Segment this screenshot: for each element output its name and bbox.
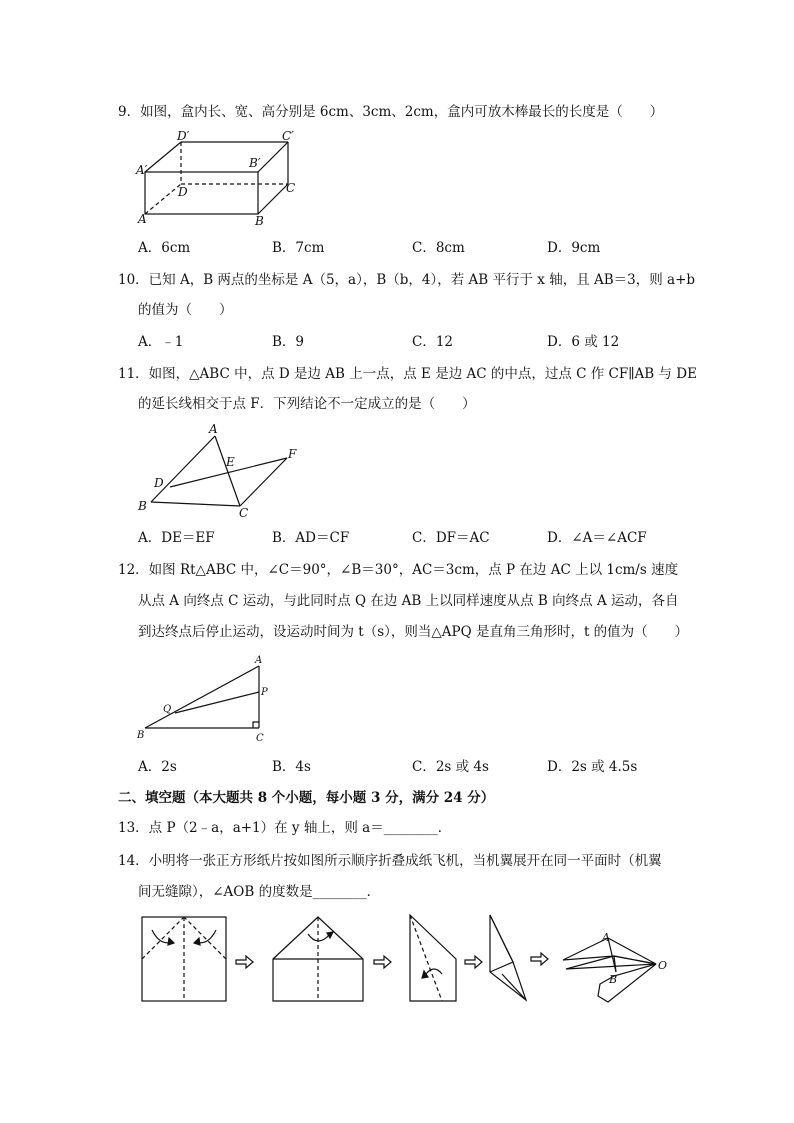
- q12-right-triangle-figure: [135, 652, 285, 747]
- q12-option-b: B．4s: [272, 759, 311, 775]
- q9-box-figure: [135, 128, 305, 228]
- label-Q: Q: [163, 704, 172, 715]
- label-A: A: [209, 422, 218, 436]
- q11-line2: 的延长线相交于点 F．下列结论不一定成立的是（ ）: [138, 396, 476, 412]
- q12-line1: 12．如图 Rt△ABC 中，∠C＝90°，∠B＝30°，AC＝3cm，点 P 在边 AC 上以 1cm/s 速度: [118, 562, 679, 578]
- q9-option-b: B．7cm: [272, 240, 325, 256]
- label-O: O: [658, 959, 668, 972]
- fold-step-5: [563, 938, 656, 1002]
- arrow-2-icon: [374, 956, 391, 968]
- q10-option-b: B．9: [272, 334, 305, 350]
- label-E: E: [226, 455, 235, 469]
- q12-line3: 到达终点后停止运动，设运动时间为 t（s），则当△APQ 是直角三角形时，t 的值为（ ）: [138, 624, 689, 640]
- fold-step-1: [142, 917, 226, 1001]
- label-C: C: [286, 181, 296, 195]
- q12-line2: 从点 A 向终点 C 运动，与此同时点 Q 在边 AB 上以同样速度从点 B 向终点 A 运动，各自: [138, 593, 679, 609]
- q11-option-d: D．∠A＝∠ACF: [547, 530, 647, 546]
- q12-option-d: D．2s 或 4.5s: [547, 759, 638, 775]
- q14-line2: 间无缝隙），∠AOB 的度数是________．: [138, 884, 381, 900]
- label-B: B: [255, 214, 264, 228]
- q9-option-c: C．8cm: [412, 240, 465, 256]
- label-B: B: [137, 730, 145, 741]
- label-P: P: [261, 687, 268, 698]
- label-B: B: [609, 973, 618, 986]
- q14-folding-steps-figure: [138, 912, 678, 1012]
- q10-line2: 的值为（ ）: [138, 302, 233, 318]
- fold-step-2: [273, 917, 363, 1001]
- arrow-3-icon: [465, 956, 482, 968]
- label-B: B: [138, 499, 147, 513]
- q11-option-a: A．DE＝EF: [138, 530, 215, 546]
- label-F: F: [288, 447, 297, 461]
- q10-option-d: D．6 或 12: [547, 334, 620, 350]
- q12-option-a: A．2s: [138, 759, 177, 775]
- q10-option-c: C．12: [412, 334, 454, 350]
- q12-option-c: C．2s 或 4s: [412, 759, 489, 775]
- label-D: D: [178, 185, 188, 199]
- fold-step-3: [410, 915, 456, 1001]
- label-A: A: [602, 931, 610, 944]
- q13-text: 13．点 P（2﹣a，a+1）在 y 轴上，则 a＝________．: [118, 820, 452, 836]
- label-A-prime: A′: [136, 163, 148, 177]
- q10-option-a: A．﹣1: [138, 334, 184, 350]
- q9-text: 9．如图，盒内长、宽、高分别是 6cm、3cm、2cm，盒内可放木棒最长的长度是（ ）: [118, 104, 664, 120]
- label-A: A: [138, 212, 147, 226]
- label-C-prime: C′: [282, 129, 294, 143]
- arrow-4-icon: [531, 953, 548, 965]
- q11-option-b: B．AD＝CF: [272, 530, 350, 546]
- q11-triangle-figure: [135, 420, 315, 520]
- section-2-title: 二、填空题（本大题共 8 个小题，每小题 3 分，满分 24 分）: [118, 790, 495, 806]
- label-D: D: [154, 476, 164, 490]
- label-C: C: [239, 506, 249, 520]
- label-B-prime: B′: [249, 156, 261, 170]
- label-A: A: [255, 655, 263, 666]
- q10-line1: 10．已知 A，B 两点的坐标是 A（5，a），B（b，4），若 AB 平行于 x 轴，且 AB＝3，则 a+b: [118, 272, 696, 288]
- q14-line1: 14．小明将一张正方形纸片按如图所示顺序折叠成纸飞机，当机翼展开在同一平面时（机翼: [118, 853, 662, 869]
- box-front-face: [145, 172, 258, 214]
- label-C: C: [256, 733, 264, 744]
- label-D-prime: D′: [177, 129, 190, 143]
- arrow-1-icon: [236, 956, 253, 968]
- q11-option-c: C．DF＝AC: [412, 530, 490, 546]
- q9-option-a: A．6cm: [138, 240, 191, 256]
- q9-option-d: D．9cm: [547, 240, 601, 256]
- fold-step-4: [490, 915, 526, 1000]
- q11-line1: 11．如图，△ABC 中，点 D 是边 AB 上一点，点 E 是边 AC 的中点，过点 C 作 CF∥AB 与 DE: [118, 366, 697, 382]
